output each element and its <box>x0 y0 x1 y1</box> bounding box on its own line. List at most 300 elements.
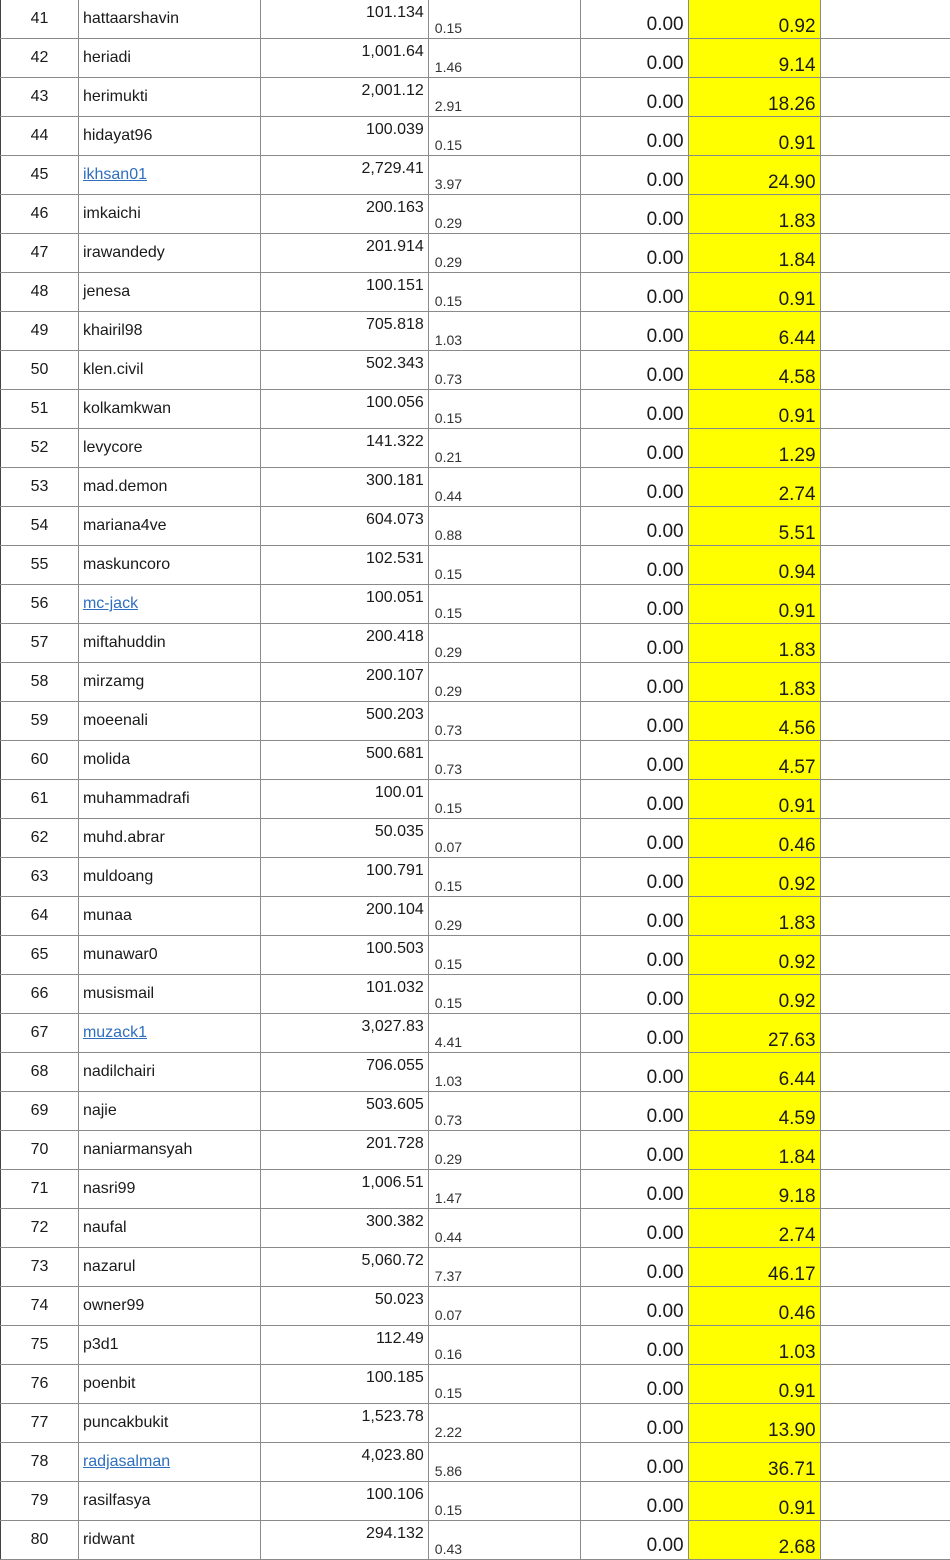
row-number-cell: 41 <box>1 0 79 39</box>
empty-cell <box>820 1365 950 1404</box>
row-number-cell: 57 <box>1 624 79 663</box>
amount-cell: 1,006.51 <box>260 1170 428 1209</box>
payout-cell: 0.46 <box>688 819 820 858</box>
share-percent-cell: 1.47 <box>428 1170 580 1209</box>
zero-value-cell: 0.00 <box>580 819 688 858</box>
empty-cell <box>820 1248 950 1287</box>
username-cell <box>78 1443 260 1482</box>
share-percent-cell: 0.07 <box>428 1287 580 1326</box>
username-text: muldoang <box>83 868 153 885</box>
amount-cell: 500.681 <box>260 741 428 780</box>
amount-cell: 2,001.12 <box>260 78 428 117</box>
table-row <box>1 1326 950 1365</box>
share-percent-cell: 0.15 <box>428 780 580 819</box>
username-text: poenbit <box>83 1375 136 1392</box>
empty-cell <box>820 1014 950 1053</box>
table-row <box>1 1365 950 1404</box>
row-number-cell: 61 <box>1 780 79 819</box>
payout-cell: 18.26 <box>688 78 820 117</box>
share-percent-cell: 0.29 <box>428 195 580 234</box>
zero-value-cell: 0.00 <box>580 546 688 585</box>
share-percent-cell: 0.21 <box>428 429 580 468</box>
payout-cell: 0.92 <box>688 975 820 1014</box>
share-percent-cell: 0.15 <box>428 273 580 312</box>
amount-cell: 4,023.80 <box>260 1443 428 1482</box>
payout-cell: 46.17 <box>688 1248 820 1287</box>
amount-cell: 100.503 <box>260 936 428 975</box>
zero-value-cell: 0.00 <box>580 507 688 546</box>
username-text: khairil98 <box>83 322 143 339</box>
payout-cell: 0.91 <box>688 1365 820 1404</box>
row-number-cell: 66 <box>1 975 79 1014</box>
username-text: klen.civil <box>83 361 143 378</box>
zero-value-cell: 0.00 <box>580 117 688 156</box>
row-number-cell: 77 <box>1 1404 79 1443</box>
payout-cell: 0.91 <box>688 273 820 312</box>
empty-cell <box>820 624 950 663</box>
zero-value-cell: 0.00 <box>580 195 688 234</box>
zero-value-cell: 0.00 <box>580 858 688 897</box>
row-number-cell: 78 <box>1 1443 79 1482</box>
zero-value-cell: 0.00 <box>580 1131 688 1170</box>
share-percent-cell: 0.07 <box>428 819 580 858</box>
row-number-cell: 80 <box>1 1521 79 1560</box>
empty-cell <box>820 1170 950 1209</box>
username-text: moeenali <box>83 712 148 729</box>
share-percent-cell: 0.88 <box>428 507 580 546</box>
payout-cell: 13.90 <box>688 1404 820 1443</box>
row-number-cell: 50 <box>1 351 79 390</box>
row-number-cell: 56 <box>1 585 79 624</box>
amount-cell: 101.032 <box>260 975 428 1014</box>
username-cell <box>78 1521 260 1560</box>
zero-value-cell: 0.00 <box>580 0 688 39</box>
zero-value-cell: 0.00 <box>580 156 688 195</box>
row-number-cell: 45 <box>1 156 79 195</box>
share-percent-cell: 2.22 <box>428 1404 580 1443</box>
zero-value-cell: 0.00 <box>580 78 688 117</box>
empty-cell <box>820 1482 950 1521</box>
row-number-cell: 58 <box>1 663 79 702</box>
share-percent-cell: 2.91 <box>428 78 580 117</box>
share-percent-cell: 0.15 <box>428 585 580 624</box>
empty-cell <box>820 546 950 585</box>
payout-cell: 0.46 <box>688 1287 820 1326</box>
row-number-cell: 65 <box>1 936 79 975</box>
table-row <box>1 429 950 468</box>
amount-cell: 503.605 <box>260 1092 428 1131</box>
empty-cell <box>820 780 950 819</box>
username-cell <box>78 975 260 1014</box>
share-percent-cell: 0.29 <box>428 1131 580 1170</box>
share-percent-cell: 0.29 <box>428 234 580 273</box>
share-percent-cell: 0.15 <box>428 390 580 429</box>
payout-cell: 0.92 <box>688 936 820 975</box>
row-number-cell: 53 <box>1 468 79 507</box>
username-cell <box>78 1014 260 1053</box>
username-text: miftahuddin <box>83 634 166 651</box>
empty-cell <box>820 975 950 1014</box>
payout-cell: 9.14 <box>688 39 820 78</box>
payout-cell: 0.92 <box>688 0 820 39</box>
table-row <box>1 78 950 117</box>
payout-cell: 1.83 <box>688 897 820 936</box>
username-cell <box>78 819 260 858</box>
payout-cell: 4.59 <box>688 1092 820 1131</box>
share-percent-cell: 0.15 <box>428 117 580 156</box>
username-cell <box>78 156 260 195</box>
payout-cell: 4.57 <box>688 741 820 780</box>
username-cell <box>78 897 260 936</box>
table-row <box>1 117 950 156</box>
empty-cell <box>820 507 950 546</box>
table-row <box>1 1131 950 1170</box>
username-text: kolkamkwan <box>83 400 171 417</box>
empty-cell <box>820 819 950 858</box>
amount-cell: 201.914 <box>260 234 428 273</box>
table-row <box>1 1014 950 1053</box>
empty-cell <box>820 585 950 624</box>
amount-cell: 706.055 <box>260 1053 428 1092</box>
empty-cell <box>820 156 950 195</box>
username-cell <box>78 78 260 117</box>
zero-value-cell: 0.00 <box>580 351 688 390</box>
zero-value-cell: 0.00 <box>580 429 688 468</box>
payout-cell: 36.71 <box>688 1443 820 1482</box>
zero-value-cell: 0.00 <box>580 663 688 702</box>
amount-cell: 300.181 <box>260 468 428 507</box>
username-text: p3d1 <box>83 1336 119 1353</box>
table-row <box>1 390 950 429</box>
username-cell <box>78 936 260 975</box>
table-row <box>1 39 950 78</box>
username-link[interactable]: ikhsan01 <box>83 166 147 183</box>
zero-value-cell: 0.00 <box>580 585 688 624</box>
amount-cell: 3,027.83 <box>260 1014 428 1053</box>
zero-value-cell: 0.00 <box>580 1326 688 1365</box>
empty-cell <box>820 468 950 507</box>
zero-value-cell: 0.00 <box>580 897 688 936</box>
zero-value-cell: 0.00 <box>580 1521 688 1560</box>
username-cell <box>78 624 260 663</box>
share-percent-cell: 4.41 <box>428 1014 580 1053</box>
row-number-cell: 70 <box>1 1131 79 1170</box>
row-number-cell: 62 <box>1 819 79 858</box>
table-row <box>1 741 950 780</box>
payout-cell: 1.84 <box>688 1131 820 1170</box>
row-number-cell: 75 <box>1 1326 79 1365</box>
empty-cell <box>820 936 950 975</box>
amount-cell: 100.056 <box>260 390 428 429</box>
payout-cell: 5.51 <box>688 507 820 546</box>
zero-value-cell: 0.00 <box>580 39 688 78</box>
table-row <box>1 195 950 234</box>
username-text: levycore <box>83 439 143 456</box>
row-number-cell: 60 <box>1 741 79 780</box>
empty-cell <box>820 312 950 351</box>
zero-value-cell: 0.00 <box>580 780 688 819</box>
amount-cell: 112.49 <box>260 1326 428 1365</box>
payout-cell: 6.44 <box>688 1053 820 1092</box>
payout-cell: 0.91 <box>688 780 820 819</box>
row-number-cell: 69 <box>1 1092 79 1131</box>
payout-cell: 4.56 <box>688 702 820 741</box>
row-number-cell: 44 <box>1 117 79 156</box>
username-cell <box>78 546 260 585</box>
row-number-cell: 67 <box>1 1014 79 1053</box>
empty-cell <box>820 1443 950 1482</box>
table-row <box>1 234 950 273</box>
table-row <box>1 585 950 624</box>
empty-cell <box>820 1053 950 1092</box>
payout-cell: 1.83 <box>688 195 820 234</box>
zero-value-cell: 0.00 <box>580 1482 688 1521</box>
payout-cell: 0.91 <box>688 1482 820 1521</box>
table-row <box>1 819 950 858</box>
row-number-cell: 68 <box>1 1053 79 1092</box>
payout-cell: 2.68 <box>688 1521 820 1560</box>
share-percent-cell: 0.15 <box>428 936 580 975</box>
zero-value-cell: 0.00 <box>580 468 688 507</box>
table-row <box>1 1248 950 1287</box>
username-cell <box>78 390 260 429</box>
amount-cell: 5,060.72 <box>260 1248 428 1287</box>
username-text: molida <box>83 751 130 768</box>
payout-cell: 0.91 <box>688 585 820 624</box>
share-percent-cell: 0.73 <box>428 741 580 780</box>
amount-cell: 100.185 <box>260 1365 428 1404</box>
username-text: herimukti <box>83 88 148 105</box>
amount-cell: 300.382 <box>260 1209 428 1248</box>
payout-cell: 0.94 <box>688 546 820 585</box>
table-row <box>1 780 950 819</box>
username-text: jenesa <box>83 283 130 300</box>
row-number-cell: 49 <box>1 312 79 351</box>
amount-cell: 1,001.64 <box>260 39 428 78</box>
username-cell <box>78 585 260 624</box>
username-cell <box>78 663 260 702</box>
username-cell <box>78 780 260 819</box>
username-text: munawar0 <box>83 946 158 963</box>
username-text: nasri99 <box>83 1180 135 1197</box>
table-row <box>1 1092 950 1131</box>
table-row <box>1 858 950 897</box>
username-cell <box>78 1482 260 1521</box>
table-row <box>1 0 950 39</box>
amount-cell: 100.051 <box>260 585 428 624</box>
share-percent-cell: 0.29 <box>428 897 580 936</box>
username-link[interactable]: radjasalman <box>83 1453 170 1470</box>
table-row <box>1 1482 950 1521</box>
row-number-cell: 74 <box>1 1287 79 1326</box>
share-percent-cell: 1.46 <box>428 39 580 78</box>
empty-cell <box>820 1209 950 1248</box>
username-text: musismail <box>83 985 154 1002</box>
username-cell <box>78 429 260 468</box>
table-row <box>1 1287 950 1326</box>
amount-cell: 2,729.41 <box>260 156 428 195</box>
payout-cell: 2.74 <box>688 1209 820 1248</box>
empty-cell <box>820 663 950 702</box>
username-link[interactable]: muzack1 <box>83 1024 147 1041</box>
row-number-cell: 43 <box>1 78 79 117</box>
zero-value-cell: 0.00 <box>580 1287 688 1326</box>
amount-cell: 100.791 <box>260 858 428 897</box>
empty-cell <box>820 195 950 234</box>
username-text: nadilchairi <box>83 1063 155 1080</box>
share-percent-cell: 0.44 <box>428 468 580 507</box>
share-percent-cell: 0.43 <box>428 1521 580 1560</box>
payout-cell: 1.03 <box>688 1326 820 1365</box>
empty-cell <box>820 1521 950 1560</box>
username-cell <box>78 1131 260 1170</box>
row-number-cell: 55 <box>1 546 79 585</box>
username-text: najie <box>83 1102 117 1119</box>
share-percent-cell: 1.03 <box>428 312 580 351</box>
amount-cell: 50.023 <box>260 1287 428 1326</box>
username-text: heriadi <box>83 49 131 66</box>
table-row <box>1 975 950 1014</box>
zero-value-cell: 0.00 <box>580 1365 688 1404</box>
share-percent-cell: 0.29 <box>428 663 580 702</box>
username-cell <box>78 0 260 39</box>
zero-value-cell: 0.00 <box>580 1014 688 1053</box>
row-number-cell: 42 <box>1 39 79 78</box>
amount-cell: 101.134 <box>260 0 428 39</box>
empty-cell <box>820 1404 950 1443</box>
payout-cell: 0.91 <box>688 117 820 156</box>
amount-cell: 705.818 <box>260 312 428 351</box>
username-cell <box>78 1092 260 1131</box>
table-row <box>1 663 950 702</box>
share-percent-cell: 3.97 <box>428 156 580 195</box>
share-percent-cell: 0.16 <box>428 1326 580 1365</box>
payout-cell: 1.83 <box>688 663 820 702</box>
username-text: rasilfasya <box>83 1492 151 1509</box>
username-cell <box>78 741 260 780</box>
amount-cell: 100.106 <box>260 1482 428 1521</box>
empty-cell <box>820 1092 950 1131</box>
username-cell <box>78 195 260 234</box>
zero-value-cell: 0.00 <box>580 1404 688 1443</box>
zero-value-cell: 0.00 <box>580 1170 688 1209</box>
amount-cell: 50.035 <box>260 819 428 858</box>
zero-value-cell: 0.00 <box>580 312 688 351</box>
row-number-cell: 48 <box>1 273 79 312</box>
username-text: maskuncoro <box>83 556 170 573</box>
table-row <box>1 936 950 975</box>
row-number-cell: 59 <box>1 702 79 741</box>
table-row <box>1 1404 950 1443</box>
empty-cell <box>820 273 950 312</box>
table-row <box>1 468 950 507</box>
table-row <box>1 507 950 546</box>
share-percent-cell: 0.73 <box>428 702 580 741</box>
table-row <box>1 156 950 195</box>
username-cell <box>78 1053 260 1092</box>
empty-cell <box>820 117 950 156</box>
zero-value-cell: 0.00 <box>580 936 688 975</box>
payout-cell: 1.29 <box>688 429 820 468</box>
zero-value-cell: 0.00 <box>580 273 688 312</box>
username-text: muhd.abrar <box>83 829 165 846</box>
empty-cell <box>820 351 950 390</box>
row-number-cell: 46 <box>1 195 79 234</box>
payout-cell: 6.44 <box>688 312 820 351</box>
amount-cell: 294.132 <box>260 1521 428 1560</box>
amount-cell: 200.107 <box>260 663 428 702</box>
username-text: munaa <box>83 907 132 924</box>
empty-cell <box>820 1287 950 1326</box>
payout-cell: 1.84 <box>688 234 820 273</box>
empty-cell <box>820 78 950 117</box>
empty-cell <box>820 1326 950 1365</box>
username-cell <box>78 1365 260 1404</box>
row-number-cell: 52 <box>1 429 79 468</box>
row-number-cell: 72 <box>1 1209 79 1248</box>
empty-cell <box>820 897 950 936</box>
amount-cell: 502.343 <box>260 351 428 390</box>
row-number-cell: 51 <box>1 390 79 429</box>
username-text: hattaarshavin <box>83 10 179 27</box>
zero-value-cell: 0.00 <box>580 1248 688 1287</box>
username-cell <box>78 702 260 741</box>
username-cell <box>78 1209 260 1248</box>
empty-cell <box>820 234 950 273</box>
empty-cell <box>820 0 950 39</box>
empty-cell <box>820 1131 950 1170</box>
username-text: nazarul <box>83 1258 135 1275</box>
table-row <box>1 312 950 351</box>
payout-cell: 2.74 <box>688 468 820 507</box>
payout-cell: 27.63 <box>688 1014 820 1053</box>
table-row <box>1 1170 950 1209</box>
username-cell <box>78 117 260 156</box>
share-percent-cell: 0.73 <box>428 351 580 390</box>
amount-cell: 102.531 <box>260 546 428 585</box>
username-cell <box>78 351 260 390</box>
username-cell <box>78 1248 260 1287</box>
share-percent-cell: 7.37 <box>428 1248 580 1287</box>
username-text: puncakbukit <box>83 1414 168 1431</box>
row-number-cell: 64 <box>1 897 79 936</box>
table-row <box>1 1053 950 1092</box>
amount-cell: 200.163 <box>260 195 428 234</box>
zero-value-cell: 0.00 <box>580 1092 688 1131</box>
zero-value-cell: 0.00 <box>580 975 688 1014</box>
share-percent-cell: 0.44 <box>428 1209 580 1248</box>
username-cell <box>78 1287 260 1326</box>
share-percent-cell: 0.15 <box>428 858 580 897</box>
username-cell <box>78 1404 260 1443</box>
table-row <box>1 351 950 390</box>
username-cell <box>78 234 260 273</box>
amount-cell: 201.728 <box>260 1131 428 1170</box>
username-cell <box>78 858 260 897</box>
zero-value-cell: 0.00 <box>580 1209 688 1248</box>
row-number-cell: 71 <box>1 1170 79 1209</box>
username-link[interactable]: mc-jack <box>83 595 138 612</box>
row-number-cell: 79 <box>1 1482 79 1521</box>
amount-cell: 100.01 <box>260 780 428 819</box>
username-text: mirzamg <box>83 673 144 690</box>
empty-cell <box>820 858 950 897</box>
empty-cell <box>820 390 950 429</box>
payout-cell: 4.58 <box>688 351 820 390</box>
zero-value-cell: 0.00 <box>580 390 688 429</box>
share-percent-cell: 0.15 <box>428 1365 580 1404</box>
username-cell <box>78 507 260 546</box>
